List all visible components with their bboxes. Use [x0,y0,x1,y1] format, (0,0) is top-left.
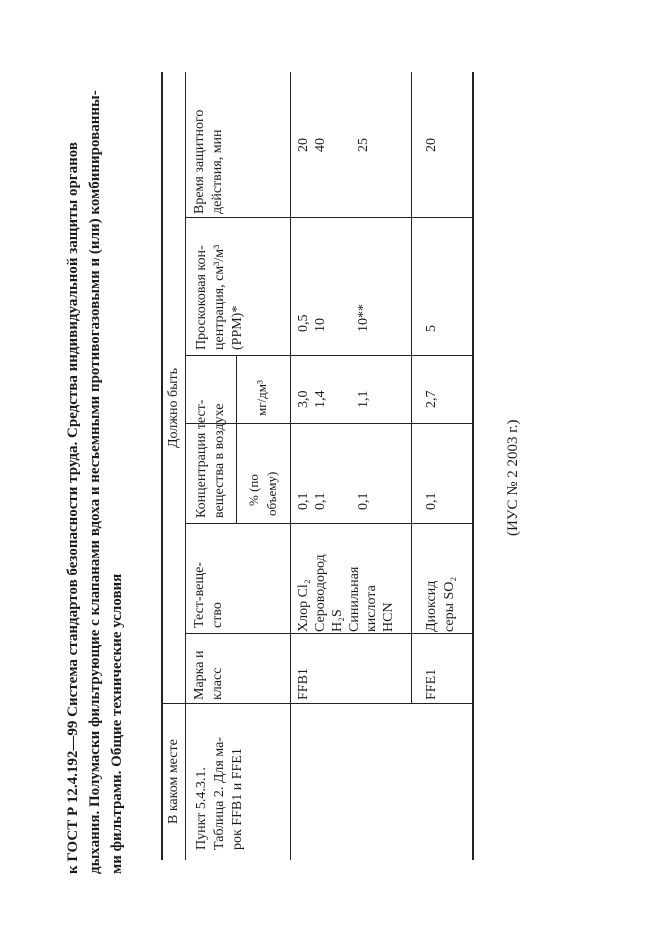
row1-pct-1: 0,1 [296,492,311,510]
row1-substance-3: H₂S [330,609,345,632]
row1-pct-3: 0,1 [356,492,371,510]
header-line-1: к ГОСТ Р 12.4.192—99 Система стандартов безопасности труда. Средства индивидуальной защиты органов [65,142,81,874]
row1-pct-2: 0,1 [313,492,328,510]
row2-mg-1: 2,7 [424,390,439,408]
row2-break-1: 5 [424,325,439,332]
row2-time-1: 20 [424,138,439,152]
header-break-1: Проскоковая кон- [194,245,209,350]
row1-mg-1: 3,0 [296,390,311,408]
header-pct-1: % (по [246,474,261,506]
header-mg: мг/дм³ [254,380,269,416]
footer-note: (ИУС № 2 2003 г.) [505,419,521,536]
table-col-divider-mark [185,633,472,634]
header-line-2: дыхания. Полумаски фильтрующие с клапанами вдоха и несъемными противогазовыми и (или) комбинированны- [87,90,103,874]
table-row-divider-2 [411,72,412,704]
header-mark-1: Марка и [192,650,207,700]
row1-time-1: 20 [296,138,311,152]
table-row-divider-1 [290,72,291,860]
header-conc-1: Концентрация тест- [194,399,209,518]
row1-time-3: 25 [356,138,371,152]
where-line-3: рок FFB1 и FFE1 [230,748,245,850]
col-header-should: Должно быть [166,367,181,448]
table-col-divider-test [185,523,472,524]
header-conc-2: вещества в воздухе [212,403,227,518]
header-time-1: Время защитного [192,109,207,214]
row2-mark: FFE1 [424,668,439,700]
header-break-2: центрация, см³/м³ [212,244,227,350]
row1-substance-5: кислота [364,585,379,632]
row2-substance-1: Диоксид [424,580,439,632]
row1-substance-4: Синильная [347,566,362,632]
table-header-divider [185,72,186,860]
header-line-3: ми фильтрами. Общие технические условия [109,573,125,874]
table-bottom-border [472,72,474,860]
header-time-2: действия, мин [210,129,225,214]
row1-mg-3: 1,1 [356,390,371,408]
where-line-1: Пункт 5.4.3.1. [194,767,209,850]
header-pct-2: объему) [264,471,279,516]
table-col-divider-main [161,703,472,704]
table-col-divider-mg [185,355,472,356]
col-header-where: В каком месте [166,739,181,824]
header-test-2: ство [210,602,225,628]
header-break-3: (PPM)* [230,305,245,350]
table-top-border [161,72,163,860]
header-mark-2: класс [210,667,225,700]
row1-break-3: 10** [356,304,371,332]
row1-time-2: 40 [313,138,328,152]
where-line-2: Таблица 2. Для ма- [212,737,227,850]
row1-mg-2: 1,4 [313,390,328,408]
table-col-divider-pct [185,423,472,424]
table-col-divider-break [185,217,472,218]
row2-pct-1: 0,1 [424,492,439,510]
header-test-1: Тест-веще- [192,562,207,628]
row1-substance-1: Хлор Cl₂ [296,579,311,632]
row1-break-1: 0,5 [296,314,311,332]
table-conc-subheader-line [236,356,237,524]
row1-mark: FFB1 [296,668,311,700]
row2-substance-2: серы SO₂ [442,576,457,632]
row1-break-2: 10 [313,318,328,332]
row1-substance-6: HCN [381,602,396,632]
row1-substance-2: Сероводород [313,554,328,632]
